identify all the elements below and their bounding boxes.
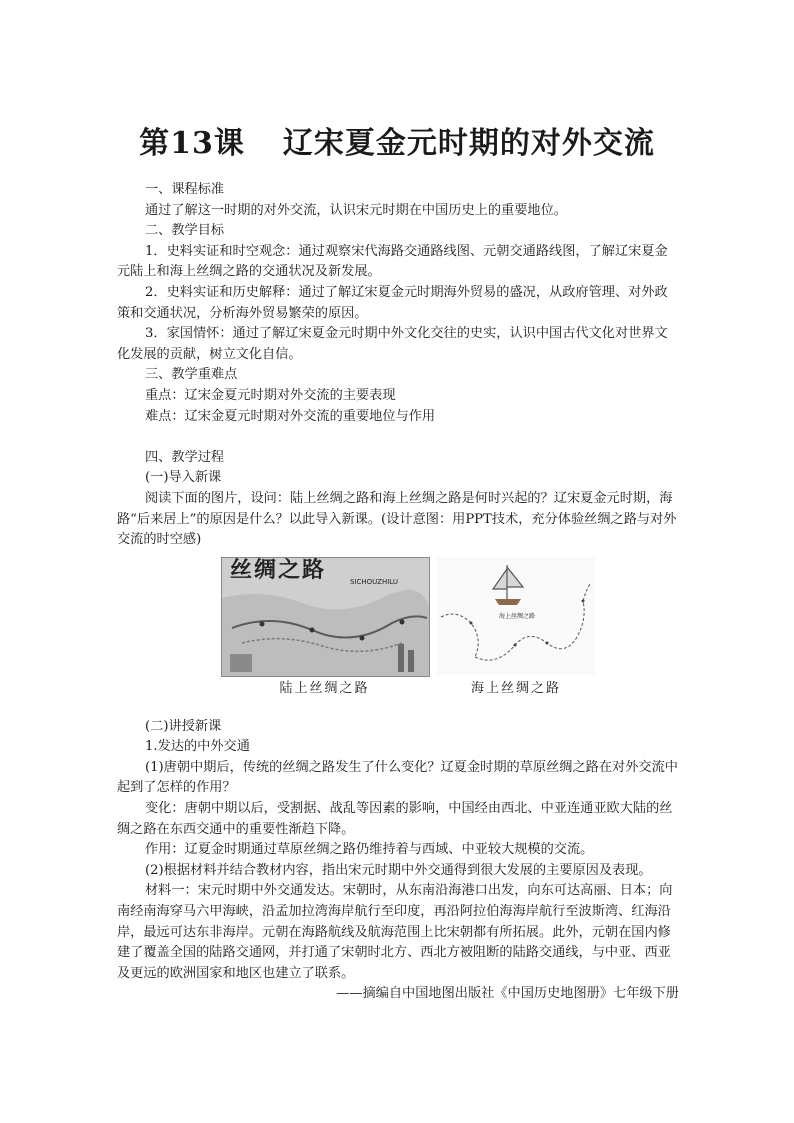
answer-effect: 作用：辽夏金时期通过草原丝绸之路仍维持着与西域、中亚较大规模的交流。 bbox=[145, 842, 594, 858]
section-heading-key-points: 三、教学重难点 bbox=[145, 367, 238, 383]
lesson-number: 第13课 bbox=[139, 126, 245, 161]
answer-change: 变化：唐朝中期以后，受割据、战乱等因素的影响，中国经由西北、中亚连通亚欧大陆的丝绸之路在东西交通中的重要性渐趋下降。 bbox=[117, 801, 673, 837]
topic-heading: 1.发达的中外交通 bbox=[145, 739, 250, 755]
material-1: 材料一：宋元时期中外交通发达。宋朝时，从东南沿海港口出发，向东可达高丽、日本；向南经南海穿马六甲海峡，沿孟加拉湾海岸航行至印度，再沿阿拉伯海海岸航行至波斯湾、红海沿岸，最远可达东非海岸。元朝在海路航线及航海范围上比宋朝都有所拓展。此外，元朝在国内修建了覆盖全国的陆路交通网，并打通了宋朝时北方、西北方被阻断的陆路交通线，与中亚、西亚及更远的欧洲国家和地区也建立了联系。 bbox=[117, 883, 673, 981]
land-map-banner: 丝绸之路 bbox=[230, 556, 327, 583]
land-map-banner-en: SICHOUZHILU bbox=[350, 577, 398, 586]
question-1: (1)唐朝中期后，传统的丝绸之路发生了什么变化？辽夏金时期的草原丝绸之路在对外交流中起到了怎样的作用？ bbox=[117, 759, 678, 796]
lesson-name: 辽宋夏金元时期的对外交流 bbox=[282, 126, 655, 161]
goal-3: 3．家国情怀：通过了解辽宋夏金元时期中外文化交往的史实，认识中国古代文化对世界文化发展的贡献，树立文化自信。 bbox=[117, 326, 668, 362]
sea-caption: 海上丝绸之路 bbox=[470, 680, 561, 696]
subheading-new-lesson: (二)讲授新课 bbox=[145, 718, 222, 734]
sea-map-label: 海上丝绸之路 bbox=[499, 612, 536, 620]
sea-silk-road-image bbox=[437, 557, 595, 675]
section-heading-goals: 二、教学目标 bbox=[145, 223, 225, 239]
page-title bbox=[0, 118, 794, 162]
land-caption: 陆上丝绸之路 bbox=[279, 680, 370, 696]
intro-text: 阅读下面的图片，设问：陆上丝绸之路和海上丝绸之路是何时兴起的？辽宋夏金元时期，海路“后来居上”的原因是什么？以此导入新课。(设计意图：用PPT技术，充分体验丝绸之路与对外交流的时空感) bbox=[117, 490, 677, 548]
figures-row bbox=[117, 557, 679, 707]
subheading-intro: (一)导入新课 bbox=[145, 470, 222, 486]
question-2: (2)根据材料并结合教材内容，指出宋元时期中外交通得到很大发展的主要原因及表现。 bbox=[145, 862, 652, 878]
goal-1: 1．史料实证和时空观念：通过观察宋代海路交通路线图、元朝交通路线图，了解辽宋夏金元陆上和海上丝绸之路的交通状况及新发展。 bbox=[117, 243, 668, 280]
key-point: 重点：辽宋金夏元时期对外交流的主要表现 bbox=[145, 387, 396, 403]
section-heading-process: 四、教学过程 bbox=[145, 449, 225, 465]
goal-2: 2．史料实证和历史解释：通过了解辽宋夏金元时期海外贸易的盛况，从政府管理、对外政策和交通状况，分析海外贸易繁荣的原因。 bbox=[117, 284, 668, 321]
land-silk-road-image bbox=[221, 557, 430, 677]
blank-line bbox=[117, 427, 679, 448]
difficult-point: 难点：辽宋金夏元时期对外交流的重要地位与作用 bbox=[145, 408, 436, 424]
section-heading-standard: 一、课程标准 bbox=[145, 182, 225, 197]
standard-text: 通过了解这一时期的对外交流，认识宋元时期在中国历史上的重要地位。 bbox=[145, 202, 567, 218]
document-body bbox=[117, 180, 679, 1005]
material-source: ——摘编自中国地图出版社《中国历史地图册》七年级下册 bbox=[336, 986, 679, 1002]
